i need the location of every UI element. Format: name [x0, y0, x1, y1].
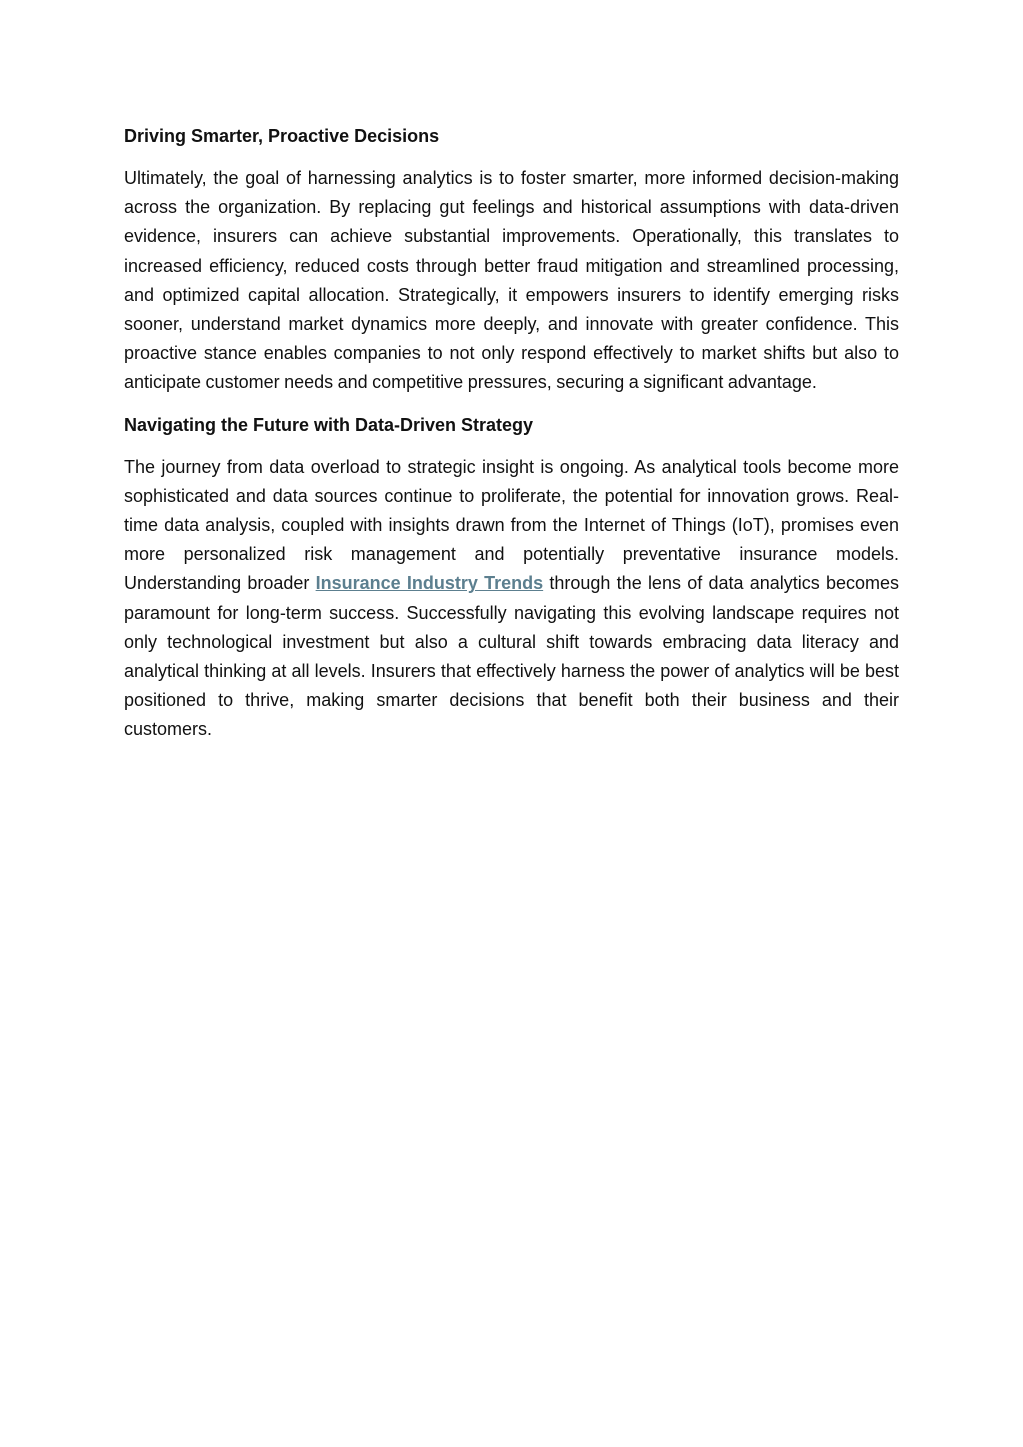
section-heading-future: Navigating the Future with Data-Driven Strategy	[124, 414, 534, 435]
document-page	[124, 122, 899, 758]
section-paragraph-decisions: Ultimately, the goal of harnessing analytics is to foster smarter, more informed decision-making across the organization. By replacing gut feelings and historical assumptions with data-driven evidence, insurers can achieve substantial improvements. Operationally, this translates to increased efficiency, reduced costs through better fraud mitigation and streamlined processing, and optimized capital allocation. Strategically, it empowers insurers to identify emerging risks sooner, understand market dynamics more deeply, and innovate with greater confidence. This proactive stance enables companies to not only respond effectively to market shifts but also to anticipate customer needs and competitive pressures, securing a significant advantage.	[124, 168, 899, 393]
insurance-industry-trends-link[interactable]: Insurance Industry Trends	[315, 573, 544, 594]
paragraph-text-before-link: The journey from data overload to strategic insight is ongoing. As analytical tools become more sophisticated and data sources continue to proliferate, the potential for innovation grows. Real-time data analysis, coupled with insights drawn from the Internet of Things (IoT), promises even more personalized risk management and potentially preventative insurance models. Understanding broader	[124, 456, 899, 594]
paragraph-text-after-link: through the lens of data analytics becomes paramount for long-term success. Successfully navigating this evolving landscape requires not only technological investment but also a cultural shift towards embracing data literacy and analytical thinking at all levels. Insurers that effectively harness the power of analytics will be best positioned to thrive, making smarter decisions that benefit both their business and their customers.	[124, 573, 900, 740]
section-paragraph-future	[124, 453, 899, 745]
section-heading-decisions: Driving Smarter, Proactive Decisions	[124, 126, 440, 146]
